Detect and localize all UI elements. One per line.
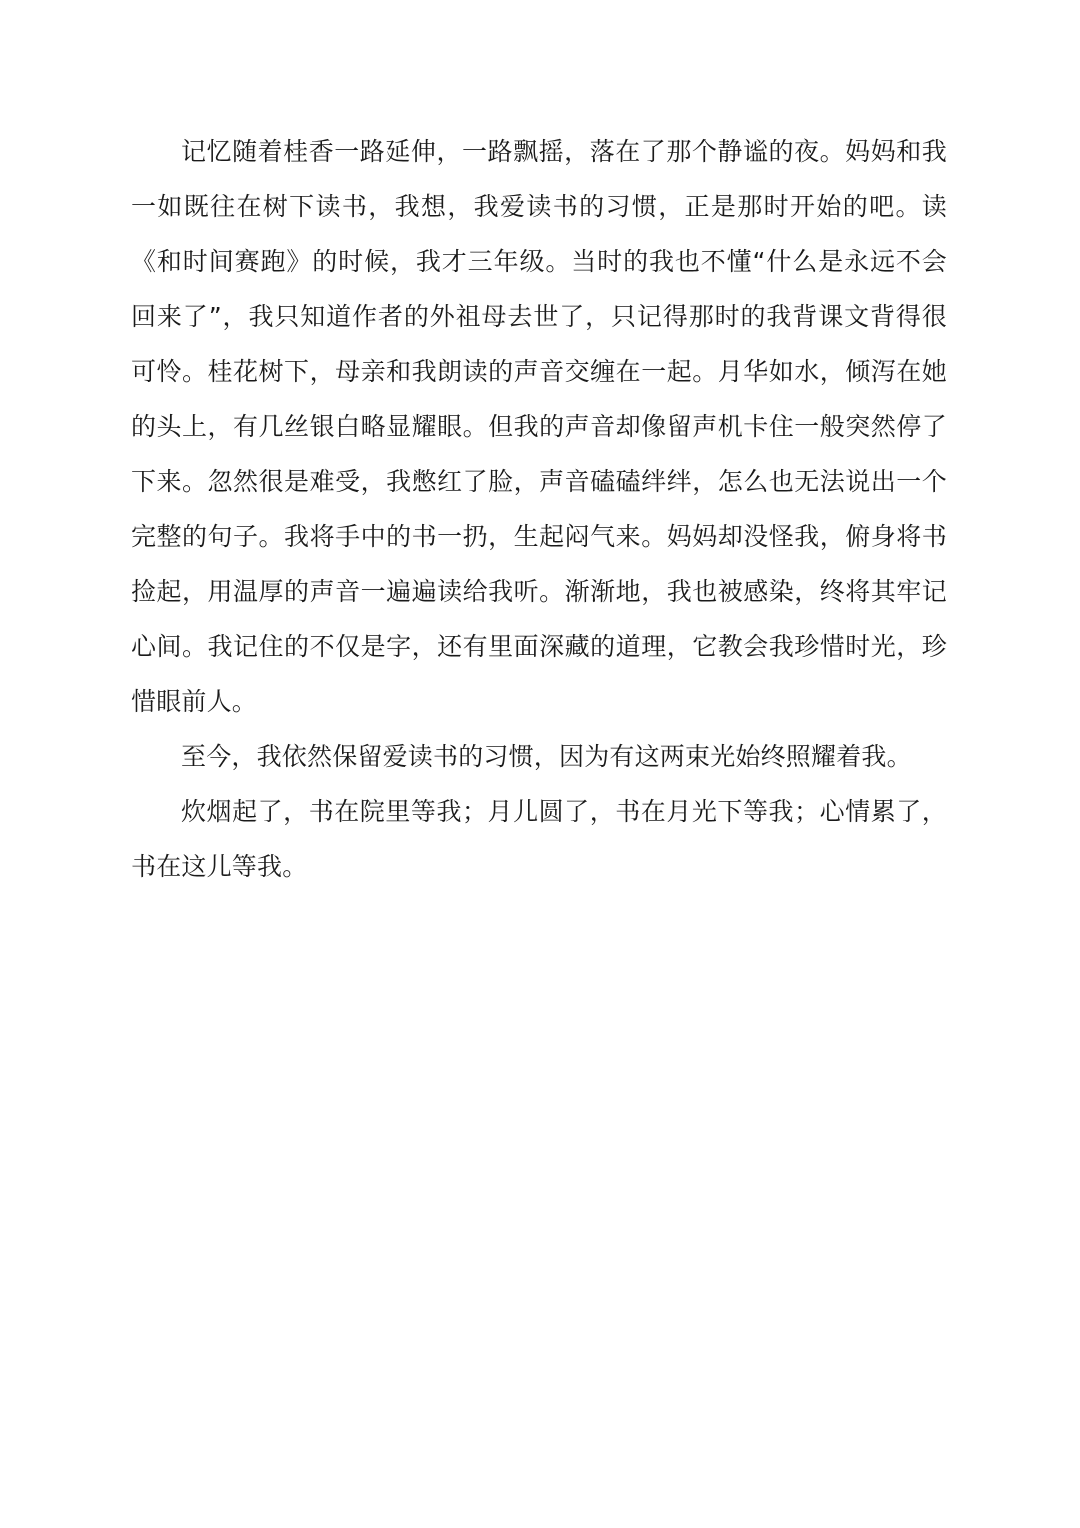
paragraph-habit: 至今，我依然保留爱读书的习惯，因为有这两束光始终照耀着我。 xyxy=(181,742,912,771)
essay-body xyxy=(131,124,947,894)
paragraph-closing: 炊烟起了，书在院里等我；月儿圆了，书在月光下等我；心情累了，书在这儿等我。 xyxy=(131,797,947,881)
paragraph-memory: 记忆随着桂香一路延伸，一路飘摇，落在了那个静谧的夜。妈妈和我一如既往在树下读书，我想，我爱读书的习惯，正是那时开始的吧。读《和时间赛跑》的时候，我才三年级。当时的我也不懂“什么是永远不会回来了”，我只知道作者的外祖母去世了，只记得那时的我背课文背得很可怜。桂花树下，母亲和我朗读的声音交缠在一起。月华如水，倾泻在她的头上，有几丝银白略显耀眼。但我的声音却像留声机卡住一般突然停了下来。忽然很是难受，我憋红了脸，声音磕磕绊绊，怎么也无法说出一个完整的句子。我将手中的书一扔，生起闷气来。妈妈却没怪我，俯身将书捡起，用温厚的声音一遍遍读给我听。渐渐地，我也被感染，终将其牢记心间。我记住的不仅是字，还有里面深藏的道理，它教会我珍惜时光，珍惜眼前人。 xyxy=(131,137,947,716)
